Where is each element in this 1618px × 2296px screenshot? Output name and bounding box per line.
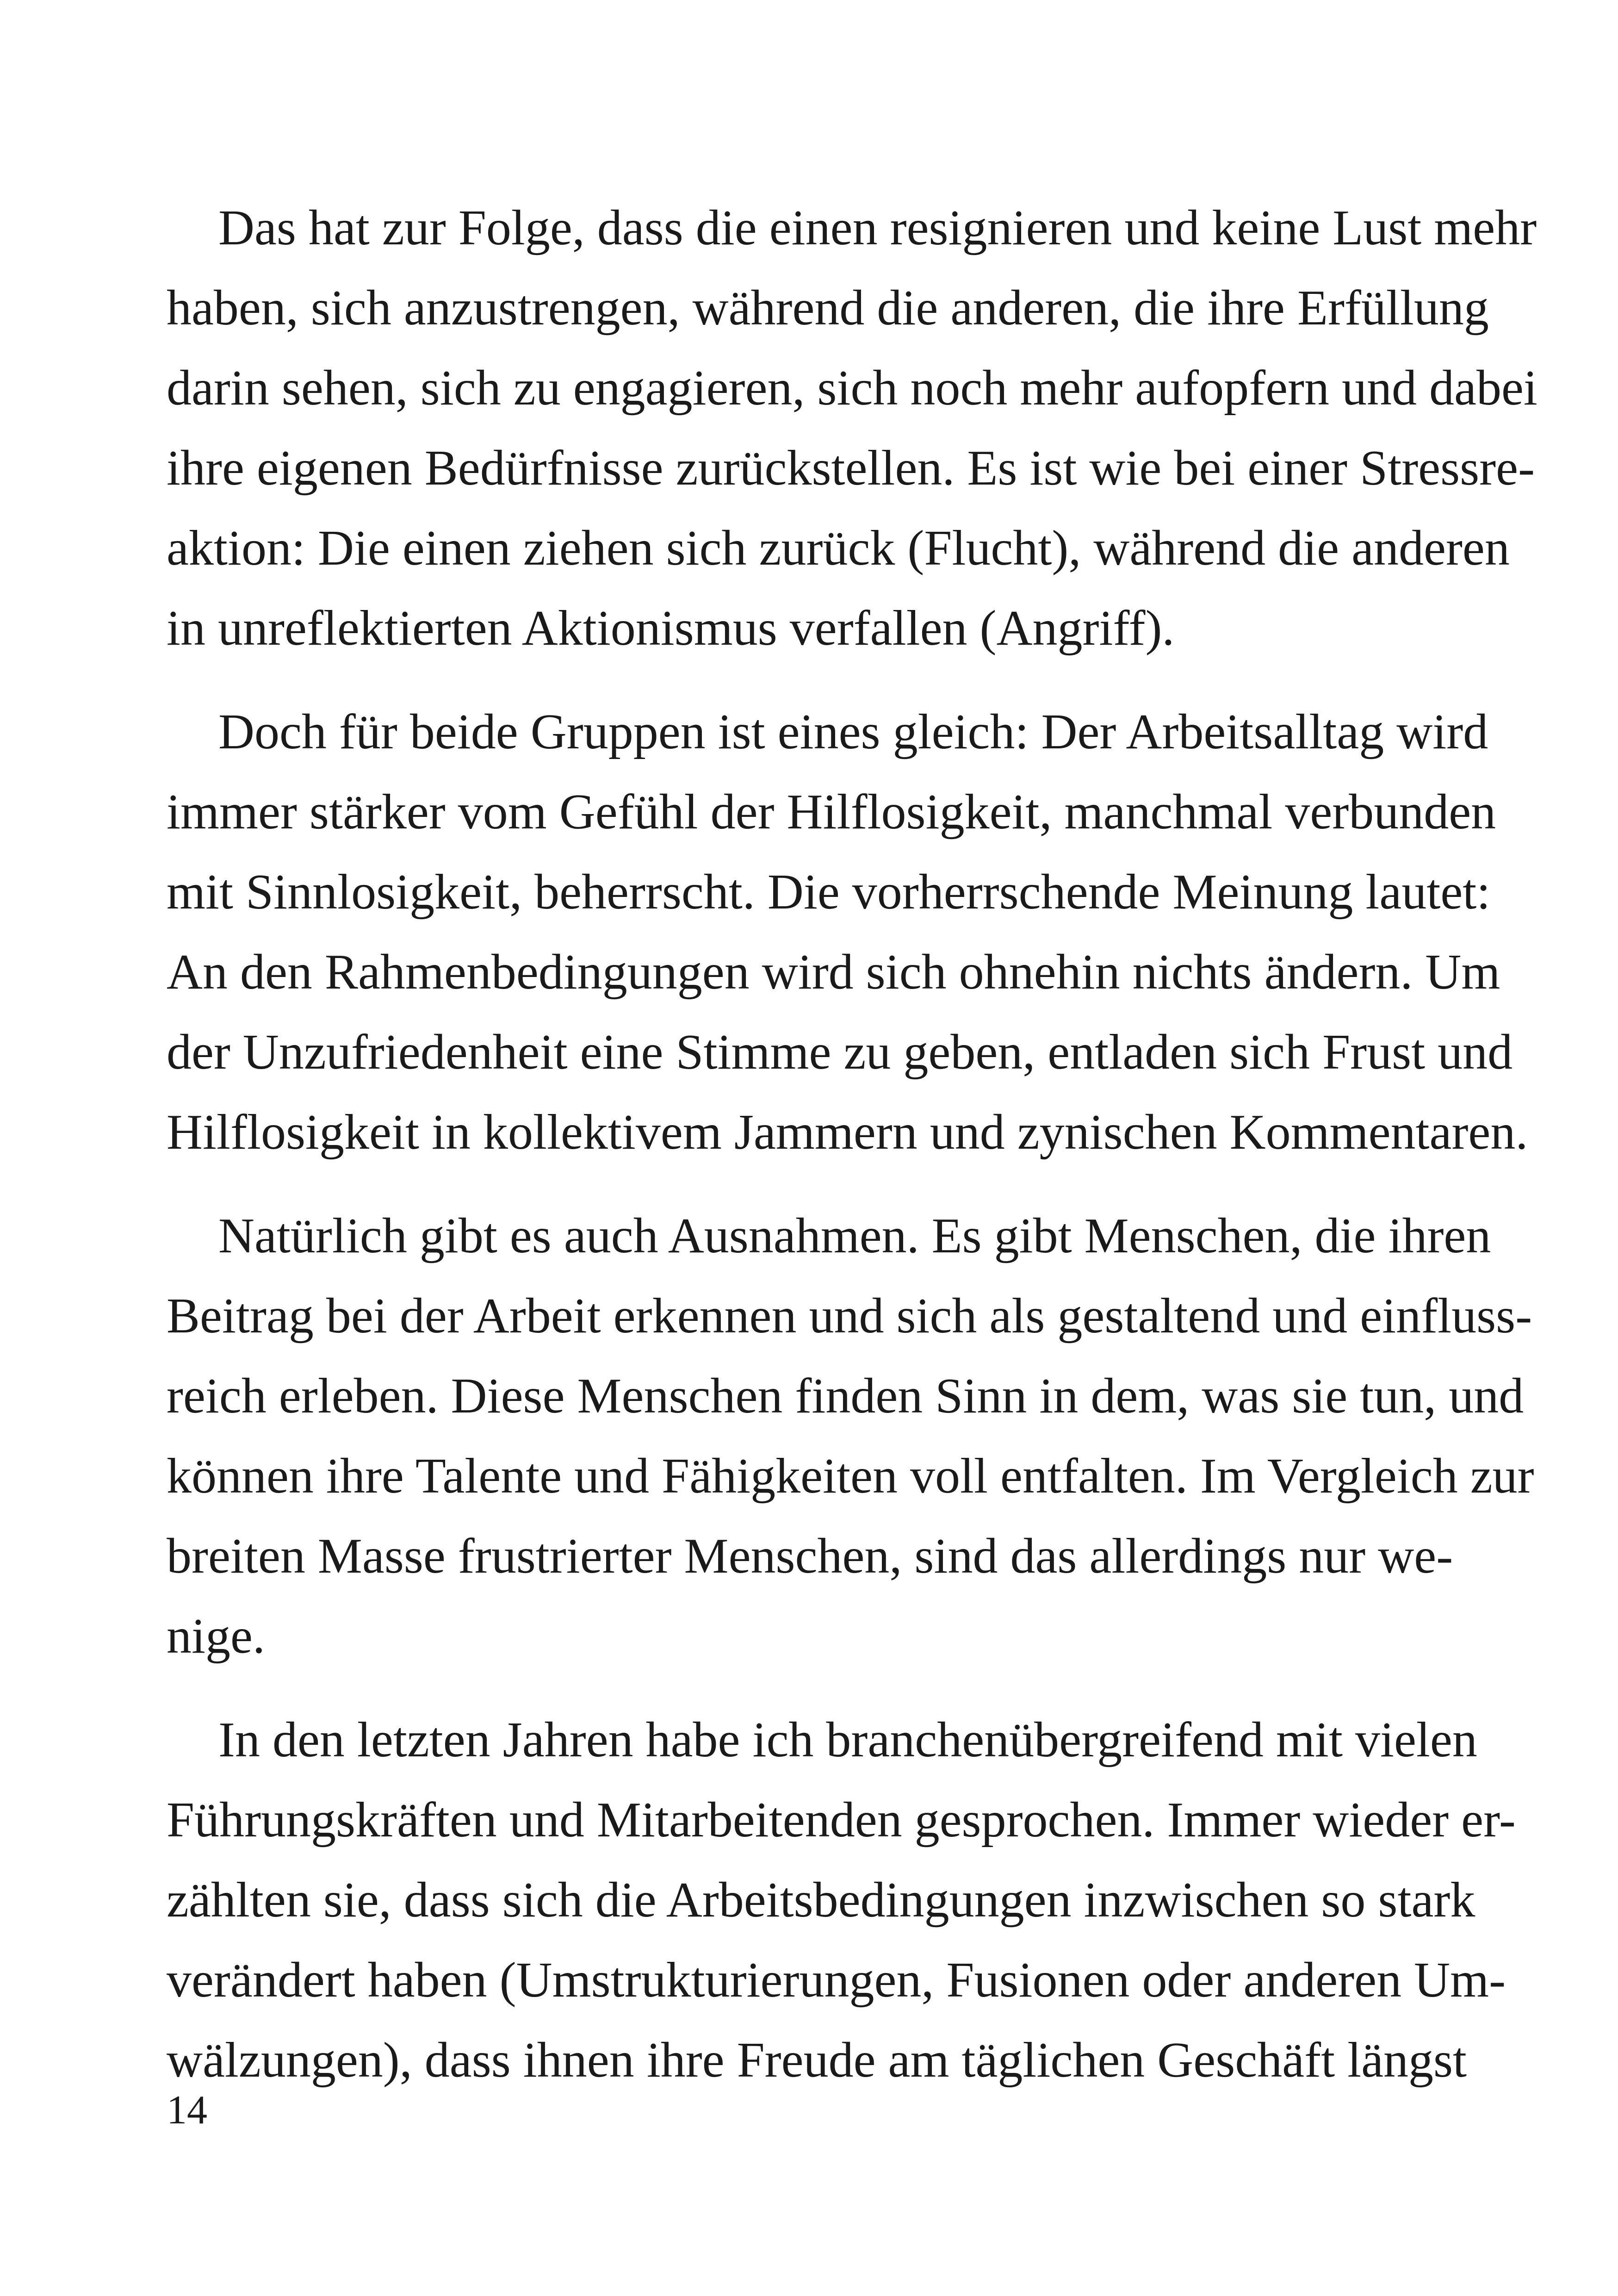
text-line: in unreflektierten Aktionismus verfallen (Angriff). bbox=[167, 601, 1175, 656]
text-line: darin sehen, sich zu engagieren, sich noch mehr aufopfern und dabei bbox=[167, 361, 1537, 416]
text-line: Doch für beide Gruppen ist eines gleich: Der Arbeitsalltag wird bbox=[218, 704, 1488, 759]
text-line: In den letzten Jahren habe ich branchenübergreifend mit vielen bbox=[218, 1712, 1477, 1767]
text-line: Hilflosigkeit in kollektivem Jammern und zynischen Kommentaren. bbox=[167, 1105, 1528, 1160]
text-line: aktion: Die einen ziehen sich zurück (Flucht), während die anderen bbox=[167, 521, 1510, 576]
text-line: breiten Masse frustrierter Menschen, sind das allerdings nur we- bbox=[167, 1529, 1453, 1584]
paragraph-2 bbox=[167, 692, 1528, 1172]
text-line: nige. bbox=[167, 1609, 265, 1664]
text-line: Führungskräften und Mitarbeitenden gesprochen. Immer wieder er- bbox=[167, 1792, 1516, 1848]
paragraph-4 bbox=[167, 1700, 1516, 2100]
text-line: ihre eigenen Bedürfnisse zurückstellen. Es ist wie bei einer Stressre- bbox=[167, 441, 1535, 496]
text-line: der Unzufriedenheit eine Stimme zu geben, entladen sich Frust und bbox=[167, 1025, 1513, 1080]
text-line: haben, sich anzustrengen, während die anderen, die ihre Erfüllung bbox=[167, 280, 1489, 336]
paragraph-1 bbox=[167, 188, 1537, 668]
text-line: An den Rahmenbedingungen wird sich ohnehin nichts ändern. Um bbox=[167, 945, 1500, 1000]
page-number: 14 bbox=[167, 2088, 207, 2133]
paragraph-3 bbox=[167, 1196, 1534, 1676]
body-text bbox=[167, 188, 1537, 2100]
text-line: Das hat zur Folge, dass die einen resignieren und keine Lust mehr bbox=[218, 200, 1537, 255]
text-line: Beitrag bei der Arbeit erkennen und sich als gestaltend und einfluss- bbox=[167, 1288, 1532, 1344]
text-line: verändert haben (Umstrukturierungen, Fusionen oder anderen Um- bbox=[167, 1953, 1506, 2008]
text-line: können ihre Talente und Fähigkeiten voll entfalten. Im Vergleich zur bbox=[167, 1449, 1534, 1504]
text-line: zählten sie, dass sich die Arbeitsbedingungen inzwischen so stark bbox=[167, 1873, 1475, 1928]
text-line: mit Sinnlosigkeit, beherrscht. Die vorherrschende Meinung lautet: bbox=[167, 865, 1491, 920]
text-line: reich erleben. Diese Menschen finden Sinn in dem, was sie tun, und bbox=[167, 1369, 1524, 1424]
text-line: wälzungen), dass ihnen ihre Freude am täglichen Geschäft längst bbox=[167, 2033, 1467, 2088]
text-line: immer stärker vom Gefühl der Hilflosigkeit, manchmal verbunden bbox=[167, 784, 1496, 840]
text-line: Natürlich gibt es auch Ausnahmen. Es gibt Menschen, die ihren bbox=[218, 1208, 1491, 1263]
